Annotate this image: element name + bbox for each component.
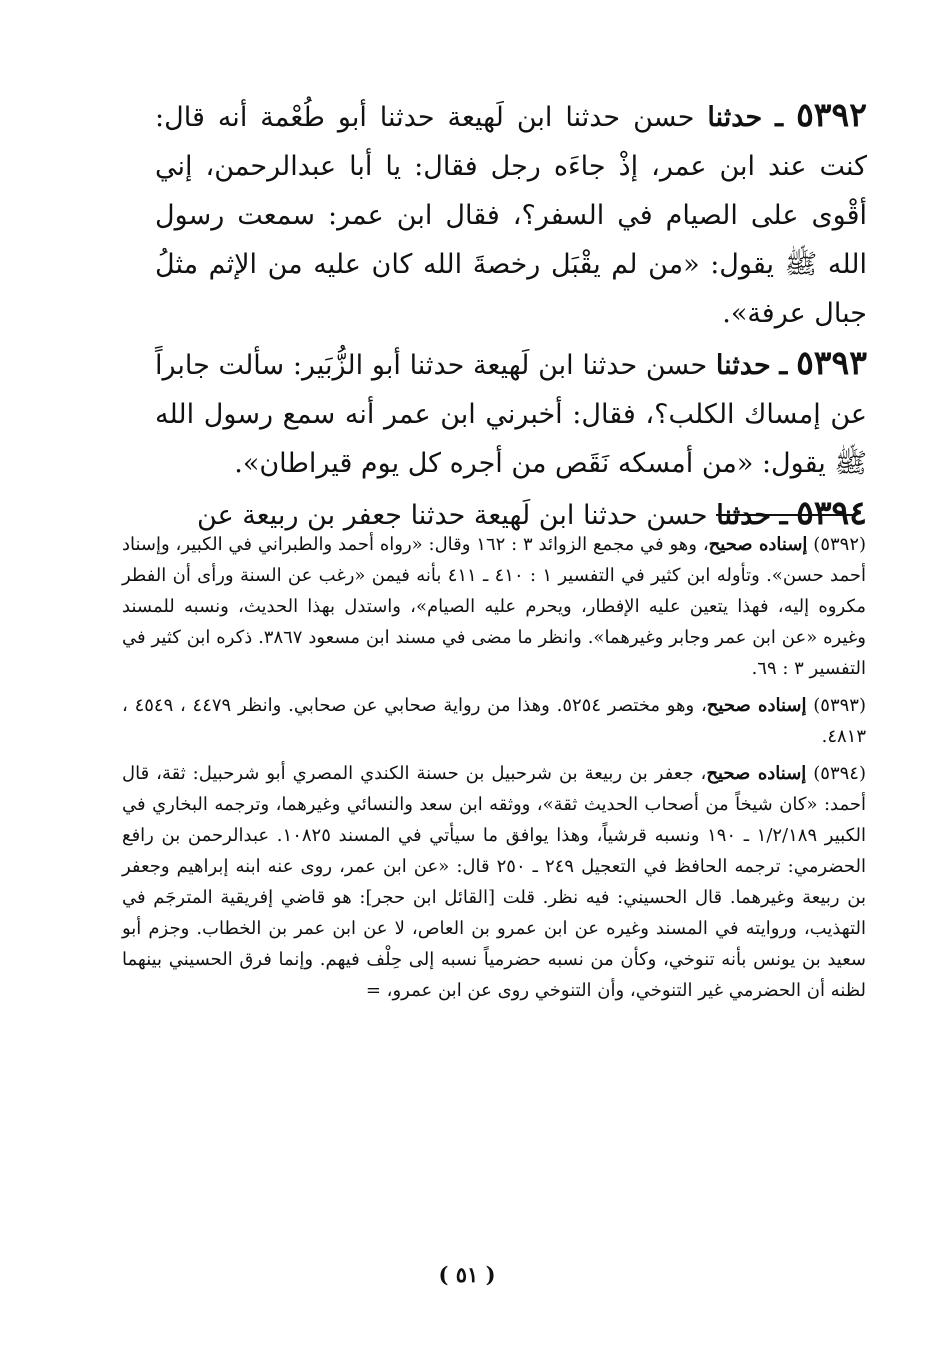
footnote-divider: [716, 514, 856, 516]
hadith-number: ٥٣٩٢: [796, 95, 867, 134]
footnote-label: (٥٣٩٢): [813, 534, 867, 555]
footnote-text: ، جعفر بن ربيعة بن شرحبيل بن حسنة الكندي المصري أبو شرحبيل: ثقة، قال أحمد: «كان شيخاً من أصحاب الحديث ثقة»، ووثقه ابن سعد والنسائي وغيرهما، وترجمه البخاري في الكبير ١/٢/١٨٩ ـ ١٩٠ ونسبه قرشياً، وهذا يوافق ما سيأتي في المسند ١٠٨٢٥. عبدالرحمن بن رافع الحضرمي: ترجمه الحافظ في التعجيل ٢٤٩ ـ ٢٥٠ قال: «عن ابن عمر، روى عنه ابنه إبراهيم وجعفر بن ربيعة وغيرهما. قال الحسيني: فيه نظر. قلت [القائل ابن حجر]: هو قاضي إفريقية المترجَم في التهذيب، وروايته في المسند وغيره عن ابن عمرو بن العاص، لا عن ابن عمر بن الخطاب. وجزم أبو سعيد بن يونس بأنه تنوخي، وكأن من نسبه حضرمياً نسبه إلى حِلْف فيهم. وإنما فرق الحسيني بينهما لظنه أن الحضرمي غير التنوخي، وأن التنوخي روى عن ابن عمرو، =: [122, 763, 866, 1001]
page-number: ( ٥١ ): [438, 1262, 496, 1287]
footnote-text: ، وهو في مجمع الزوائد ٣ : ١٦٢ وقال: «رواه أحمد والطبراني في الكبير، وإسناد أحمد حسن». وتأوله ابن كثير في التفسير ١ : ٤١٠ ـ ٤١١ بأنه فيمن «رغب عن السنة ورأى أن الفطر مكروه إليه، فهذا يتعين عليه الإفطار، ويحرم عليه الصيام»، واستدل بهذا الحديث، ونسبه للمسند وغيره «عن ابن عمر وجابر وغيرهما». وانظر ما مضى في مسند ابن مسعود ٣٨٦٧. ذكره ابن كثير في التفسير ٣ : ٦٩.: [122, 534, 867, 679]
hadith-number: ٥٣٩٣: [796, 343, 867, 382]
main-text: [155, 90, 867, 540]
footnote-5393: [122, 690, 866, 752]
footnote-heading: إسناده صحيح: [706, 763, 807, 784]
footnote-text: ، وهو مختصر ٥٢٥٤. وهذا من رواية صحابي عن صحابي. وانظر ٤٤٧٩ ، ٤٥٤٩ ، ٤٨١٣.: [122, 695, 866, 747]
hadith-5392: [155, 90, 867, 338]
hadith-5393: [155, 338, 867, 488]
hadith-text: حسن حدثنا ابن لَهيعة حدثنا أبو الزُّبَير: سألت جابراً عن إمساك الكلب؟، فقال: أخبرني ابن عمر أنه سمع رسول الله ﷺ يقول: «من أمسكه نَقَص من أجره كل يوم قيراطان».: [155, 350, 867, 479]
footnotes: [122, 529, 866, 1012]
hadith-separator: ـ: [775, 102, 784, 133]
hadith-separator: ـ: [779, 350, 788, 381]
hadith-number: ٥٣٩٤: [796, 493, 867, 532]
hadith-lead: حدثنا: [715, 350, 771, 381]
footnote-label: (٥٣٩٣): [813, 695, 866, 716]
hadith-text: حسن حدثنا ابن لَهيعة حدثنا أبو طُعْمة أنه قال: كنت عند ابن عمر، إذْ جاءَه رجل فقال: يا أبا عبدالرحمن، إني أقْوى على الصيام في السفر؟، فقال ابن عمر: سمعت رسول الله ﷺ يقول: «من لم يقْبَل رخصةَ الله كان عليه من الإثم مثلُ جبال عرفة».: [155, 102, 867, 329]
hadith-text: حسن حدثنا ابن لَهيعة حدثنا جعفر بن ربيعة عن: [197, 500, 708, 531]
footnote-heading: إسناده صحيح: [708, 534, 808, 555]
footnote-label: (٥٣٩٤): [813, 763, 866, 784]
footnote-5392: [122, 529, 866, 684]
hadith-lead: حدثنا: [716, 500, 771, 531]
hadith-lead: حدثنا: [707, 102, 763, 133]
footnote-5394: [122, 758, 866, 1006]
hadith-separator: ـ: [779, 500, 788, 531]
footnote-heading: إسناده صحيح: [706, 695, 807, 716]
